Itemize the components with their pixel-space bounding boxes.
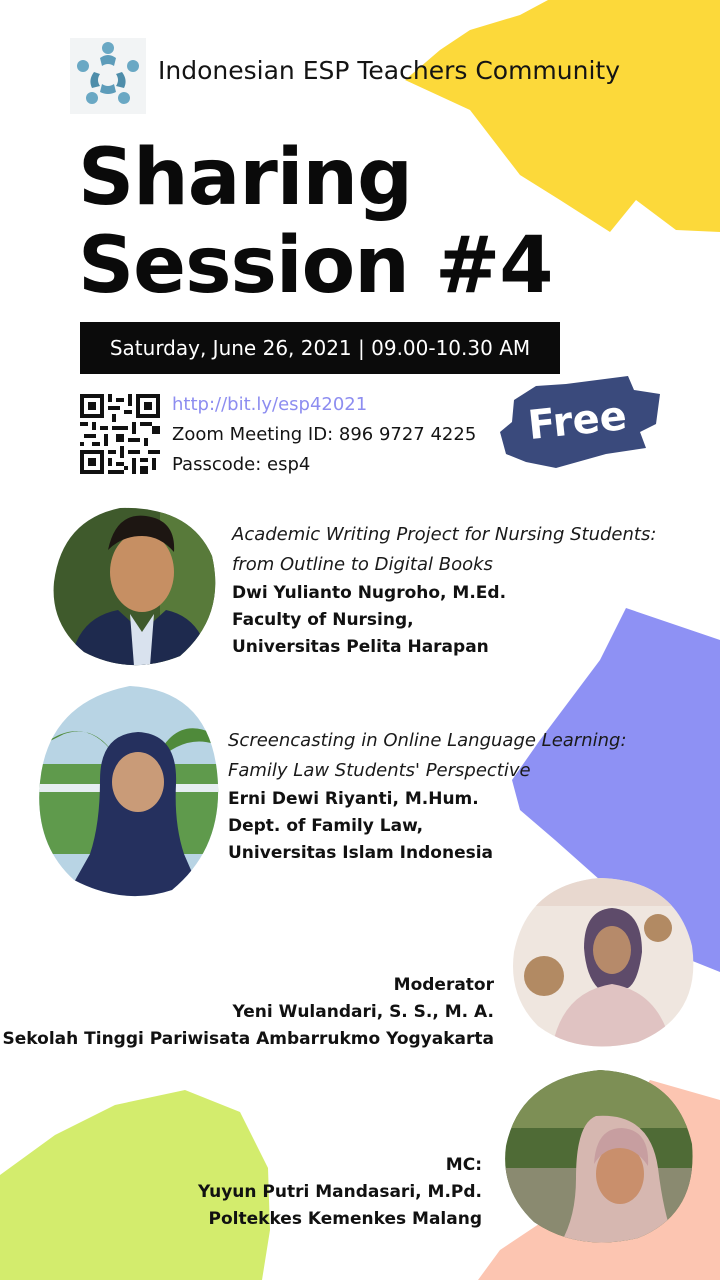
moderator-role: Moderator (393, 975, 494, 995)
event-datetime: Saturday, June 26, 2021 | 09.00-10.30 AM (80, 322, 560, 374)
moderator-details (3, 972, 494, 1053)
speaker-2-affiliation-line-1: Dept. of Family Law, (228, 816, 424, 836)
speaker-1-affiliation-line-1: Faculty of Nursing, (232, 610, 414, 630)
speaker-2-photo (34, 684, 224, 900)
meeting-passcode: Passcode: esp4 (172, 454, 311, 475)
speaker-1-photo (50, 506, 220, 666)
meeting-link[interactable]: http://bit.ly/esp42021 (172, 394, 368, 415)
speaker-1-name: Dwi Yulianto Nugroho, M.Ed. (232, 583, 507, 603)
moderator-affiliation: Sekolah Tinggi Pariwisata Ambarrukmo Yogyakarta (2, 1029, 494, 1049)
speaker-2-affiliation-line-2: Universitas Islam Indonesia (228, 843, 494, 863)
speaker-1-talk-title (232, 520, 656, 580)
speaker-2-talk-title (228, 726, 627, 786)
speaker-2-name: Erni Dewi Riyanti, M.Hum. (228, 789, 479, 809)
speaker-1-details (232, 580, 506, 661)
moderator-photo (508, 876, 698, 1048)
free-badge: Free (525, 392, 629, 450)
mc-name: Yuyun Putri Mandasari, M.Pd. (198, 1182, 482, 1202)
mc-details (198, 1152, 482, 1233)
community-logo-icon (70, 38, 146, 114)
zoom-meeting-id: Zoom Meeting ID: 896 9727 4225 (172, 424, 477, 445)
moderator-name: Yeni Wulandari, S. S., M. A. (232, 1002, 494, 1022)
organization-name: Indonesian ESP Teachers Community (158, 56, 621, 85)
speaker-1-talk-line-2: from Outline to Digital Books (232, 554, 493, 575)
speaker-1-affiliation-line-2: Universitas Pelita Harapan (232, 637, 489, 657)
qr-code-icon (80, 394, 160, 474)
speaker-1-talk-line-1: Academic Writing Project for Nursing Students: (232, 524, 657, 545)
mc-role: MC: (445, 1155, 482, 1175)
title-line-2: Session #4 (78, 221, 553, 311)
speaker-2-talk-line-2: Family Law Students' Perspective (228, 760, 531, 781)
speaker-2-details (228, 786, 493, 867)
mc-affiliation: Poltekkes Kemenkes Malang (208, 1209, 482, 1229)
speaker-2-talk-line-1: Screencasting in Online Language Learning: (228, 730, 627, 751)
mc-photo (500, 1068, 698, 1244)
event-title (78, 134, 553, 310)
title-line-1: Sharing (78, 133, 412, 223)
